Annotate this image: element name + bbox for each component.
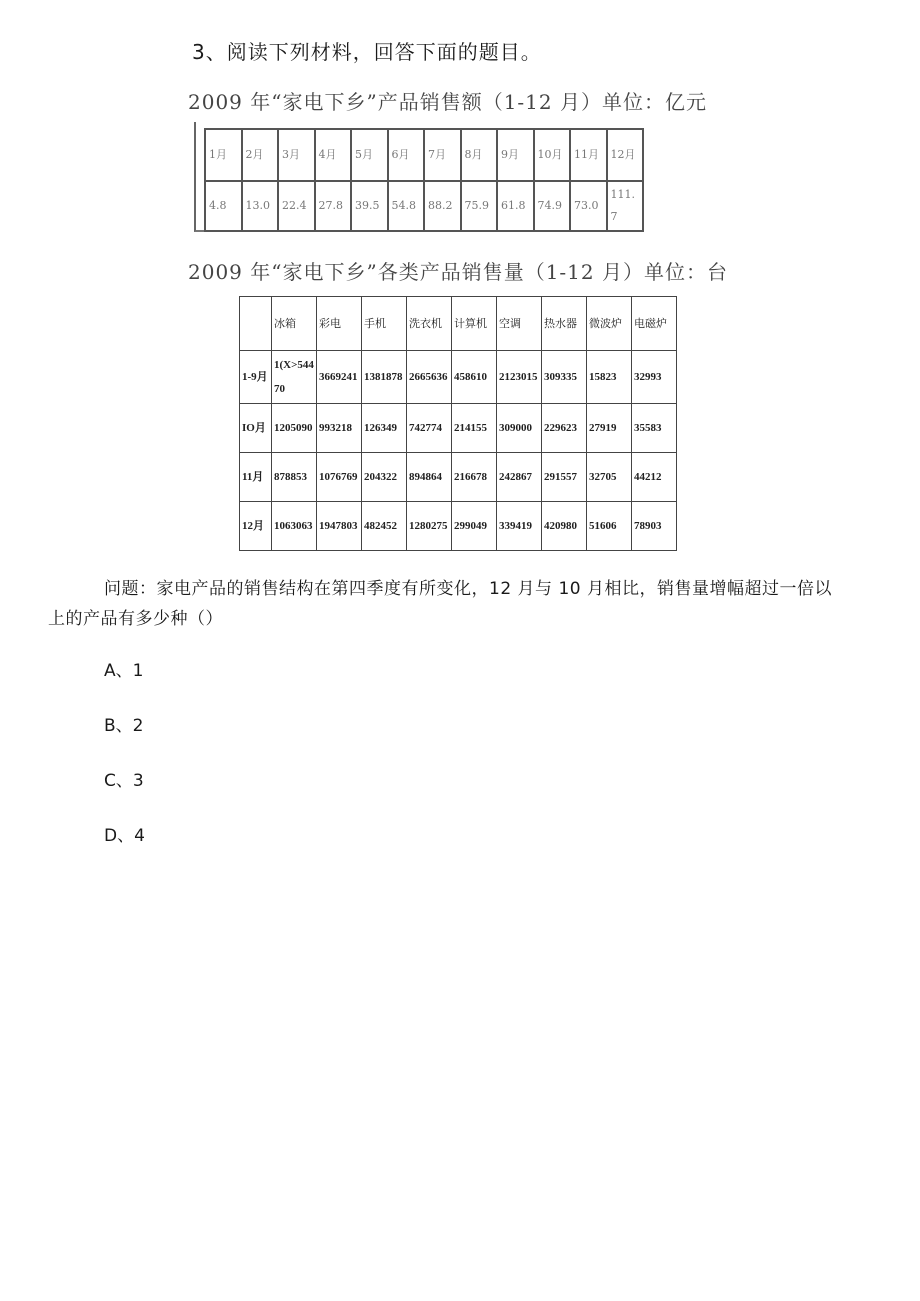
header-cell: 彩电 <box>317 297 362 351</box>
option-b[interactable]: B、2 <box>104 716 144 736</box>
value-cell: 88.2 <box>424 181 461 231</box>
table-row <box>240 351 677 404</box>
table-cell: 242867 <box>497 453 542 502</box>
table-cell: 32705 <box>587 453 632 502</box>
row-label: 12月 <box>240 502 272 551</box>
table-cell: 1381878 <box>362 351 407 404</box>
month-row <box>205 129 643 181</box>
table-cell: 1(X>54470 <box>272 351 317 404</box>
table-cell: 458610 <box>452 351 497 404</box>
header-cell <box>240 297 272 351</box>
month-cell: 6月 <box>388 129 425 181</box>
sales-volume-table <box>239 296 677 551</box>
month-cell: 11月 <box>570 129 607 181</box>
header-cell: 微波炉 <box>587 297 632 351</box>
header-cell: 计算机 <box>452 297 497 351</box>
table-cell: 216678 <box>452 453 497 502</box>
table-cell: 309335 <box>542 351 587 404</box>
table-cell: 1063063 <box>272 502 317 551</box>
header-cell: 热水器 <box>542 297 587 351</box>
table-row <box>240 502 677 551</box>
table-cell: 1947803 <box>317 502 362 551</box>
table-cell: 3669241 <box>317 351 362 404</box>
table-cell: 15823 <box>587 351 632 404</box>
sales-amount-table-image <box>194 122 644 232</box>
value-cell: 111.7 <box>607 181 644 231</box>
value-cell: 61.8 <box>497 181 534 231</box>
table-header-row <box>240 297 677 351</box>
month-cell: 1月 <box>205 129 242 181</box>
table-row <box>240 453 677 502</box>
month-cell: 2月 <box>242 129 279 181</box>
question-line-1: 问题：家电产品的销售结构在第四季度有所变化，12 月与 10 月相比，销售量增幅超过一倍以 <box>104 579 832 599</box>
header-cell: 手机 <box>362 297 407 351</box>
table-cell: 126349 <box>362 404 407 453</box>
value-cell: 27.8 <box>315 181 352 231</box>
month-cell: 4月 <box>315 129 352 181</box>
table-cell: 1280275 <box>407 502 452 551</box>
table-cell: 742774 <box>407 404 452 453</box>
value-row <box>205 181 643 231</box>
value-cell: 75.9 <box>461 181 498 231</box>
sales-volume-caption: 2009 年“家电下乡”各类产品销售量（1-12 月）单位：台 <box>188 260 728 284</box>
option-d[interactable]: D、4 <box>104 826 145 846</box>
table-cell: 420980 <box>542 502 587 551</box>
table-cell: 78903 <box>632 502 677 551</box>
value-cell: 13.0 <box>242 181 279 231</box>
table-cell: 35583 <box>632 404 677 453</box>
header-cell: 电磁炉 <box>632 297 677 351</box>
table-cell: 214155 <box>452 404 497 453</box>
value-cell: 73.0 <box>570 181 607 231</box>
header-cell: 洗衣机 <box>407 297 452 351</box>
header-cell: 空调 <box>497 297 542 351</box>
value-cell: 39.5 <box>351 181 388 231</box>
value-cell: 4.8 <box>205 181 242 231</box>
option-a[interactable]: A、1 <box>104 661 144 681</box>
table-cell: 309000 <box>497 404 542 453</box>
table-cell: 2123015 <box>497 351 542 404</box>
table-cell: 1076769 <box>317 453 362 502</box>
table-cell: 339419 <box>497 502 542 551</box>
question-heading: 3、阅读下列材料，回答下面的题目。 <box>192 40 542 64</box>
row-label: 1-9月 <box>240 351 272 404</box>
table-cell: 204322 <box>362 453 407 502</box>
month-cell: 10月 <box>534 129 571 181</box>
sales-amount-table <box>204 128 644 232</box>
question-text <box>48 574 874 634</box>
row-label: 11月 <box>240 453 272 502</box>
month-cell: 7月 <box>424 129 461 181</box>
table-cell: 1205090 <box>272 404 317 453</box>
table-cell: 482452 <box>362 502 407 551</box>
table-cell: 291557 <box>542 453 587 502</box>
sales-amount-caption: 2009 年“家电下乡”产品销售额（1-12 月）单位：亿元 <box>188 90 707 114</box>
table-cell: 299049 <box>452 502 497 551</box>
month-cell: 12月 <box>607 129 644 181</box>
month-cell: 9月 <box>497 129 534 181</box>
header-cell: 冰箱 <box>272 297 317 351</box>
table-cell: 32993 <box>632 351 677 404</box>
table-cell: 229623 <box>542 404 587 453</box>
month-cell: 8月 <box>461 129 498 181</box>
option-c[interactable]: C、3 <box>104 771 144 791</box>
table-cell: 993218 <box>317 404 362 453</box>
table-cell: 2665636 <box>407 351 452 404</box>
table-cell: 894864 <box>407 453 452 502</box>
table-cell: 44212 <box>632 453 677 502</box>
value-cell: 74.9 <box>534 181 571 231</box>
table-cell: 27919 <box>587 404 632 453</box>
table-cell: 51606 <box>587 502 632 551</box>
question-line-2: 上的产品有多少种（） <box>48 609 223 629</box>
table-row <box>240 404 677 453</box>
value-cell: 54.8 <box>388 181 425 231</box>
month-cell: 5月 <box>351 129 388 181</box>
row-label: IO月 <box>240 404 272 453</box>
table-cell: 878853 <box>272 453 317 502</box>
month-cell: 3月 <box>278 129 315 181</box>
value-cell: 22.4 <box>278 181 315 231</box>
